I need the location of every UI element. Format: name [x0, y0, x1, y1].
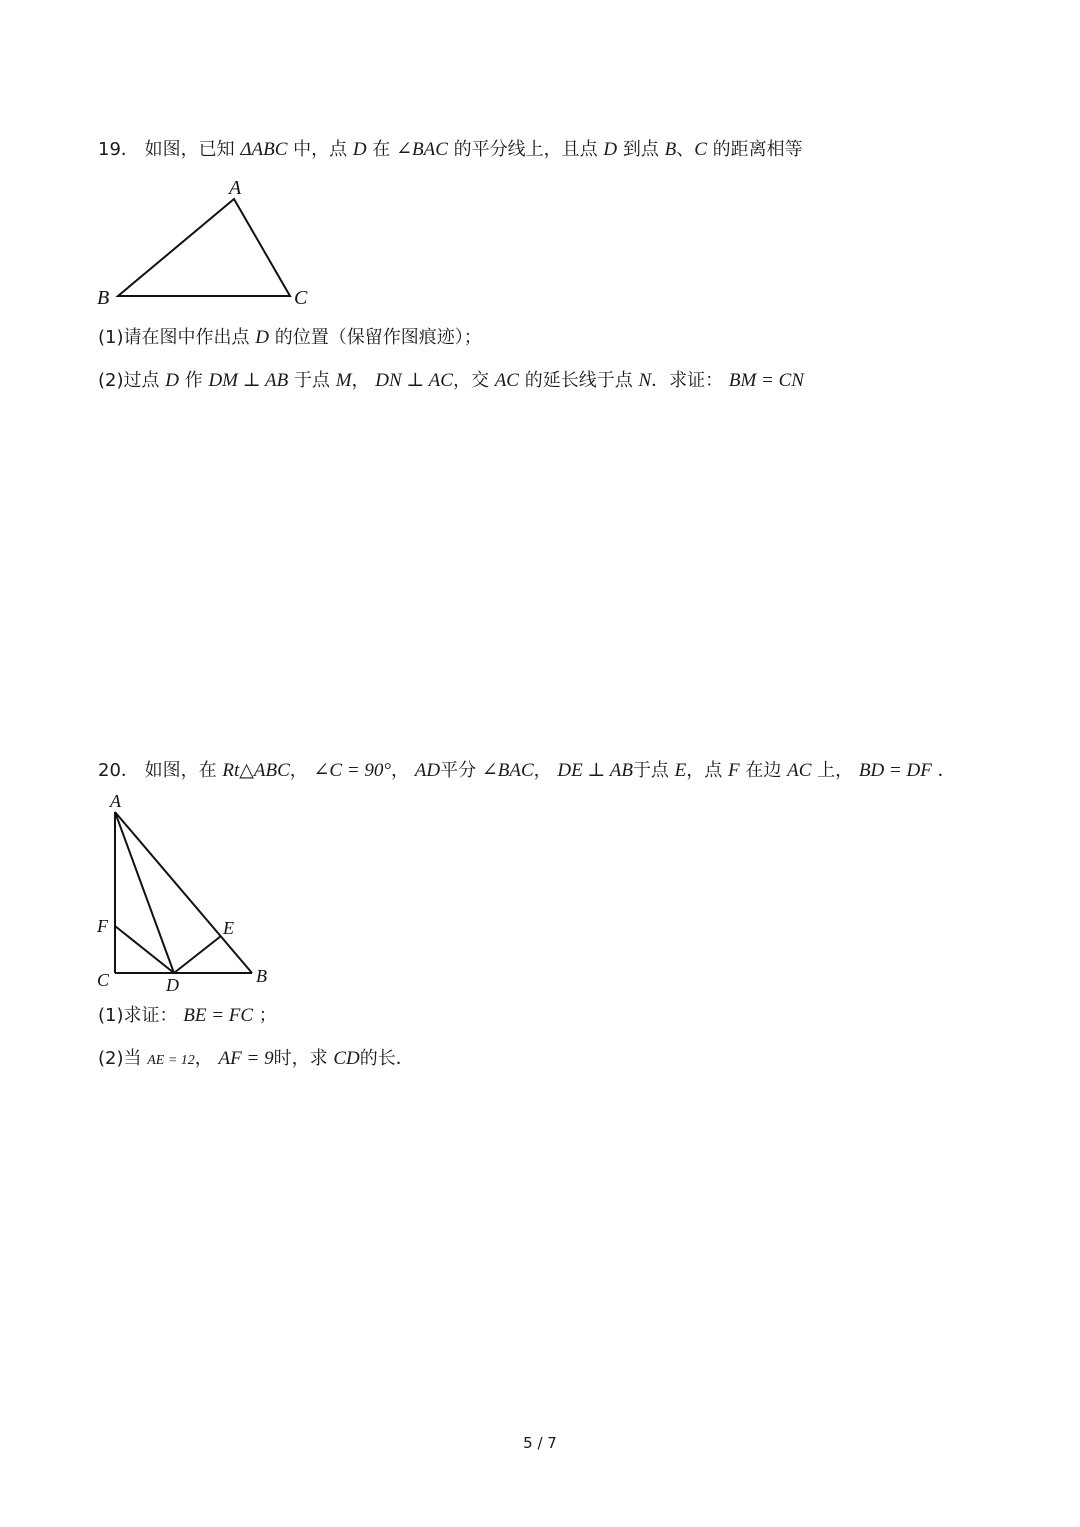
- vertex-label-b: B: [256, 966, 267, 986]
- q20-part1: (1)求证： BE = FC ；: [98, 1005, 277, 1026]
- vertex-label-f: F: [97, 916, 108, 936]
- vertex-label-a: A: [110, 791, 121, 811]
- q20-number: 20．: [98, 760, 139, 781]
- vertex-label-c: C: [97, 970, 110, 990]
- q20-statement: 20． 如图，在 Rt△ABC， ∠C = 90°， AD平分 ∠BAC， DE ⊥ AB于点 E，点 F 在边 AC 上， BD = DF ．: [98, 760, 956, 781]
- vertex-label-d: D: [166, 975, 179, 995]
- q19-statement: 19． 如图，已知 ΔABC 中，点 D 在 ∠BAC 的平分线上，且点 D 到点 B、C 的距离相等: [98, 139, 803, 160]
- q19-part2: (2)过点 D 作 DM ⊥ AB 于点 M， DN ⊥ AC，交 AC 的延长线于点 N．求证： BM = CN: [98, 370, 804, 391]
- vertex-label-c: C: [294, 287, 308, 309]
- q19-part1: (1)请在图中作出点 D 的位置（保留作图痕迹）；: [98, 327, 482, 348]
- q20-part2: (2)当 AE = 12， AF = 9时，求 CD的长．: [98, 1048, 414, 1069]
- segment-ab: [115, 812, 252, 973]
- q19-number: 19．: [98, 139, 139, 160]
- vertex-label-e: E: [223, 918, 234, 938]
- vertex-label-a: A: [229, 177, 242, 199]
- page-number: 5 / 7: [523, 1434, 557, 1452]
- vertex-label-b: B: [97, 287, 110, 309]
- segment-de: [174, 936, 221, 973]
